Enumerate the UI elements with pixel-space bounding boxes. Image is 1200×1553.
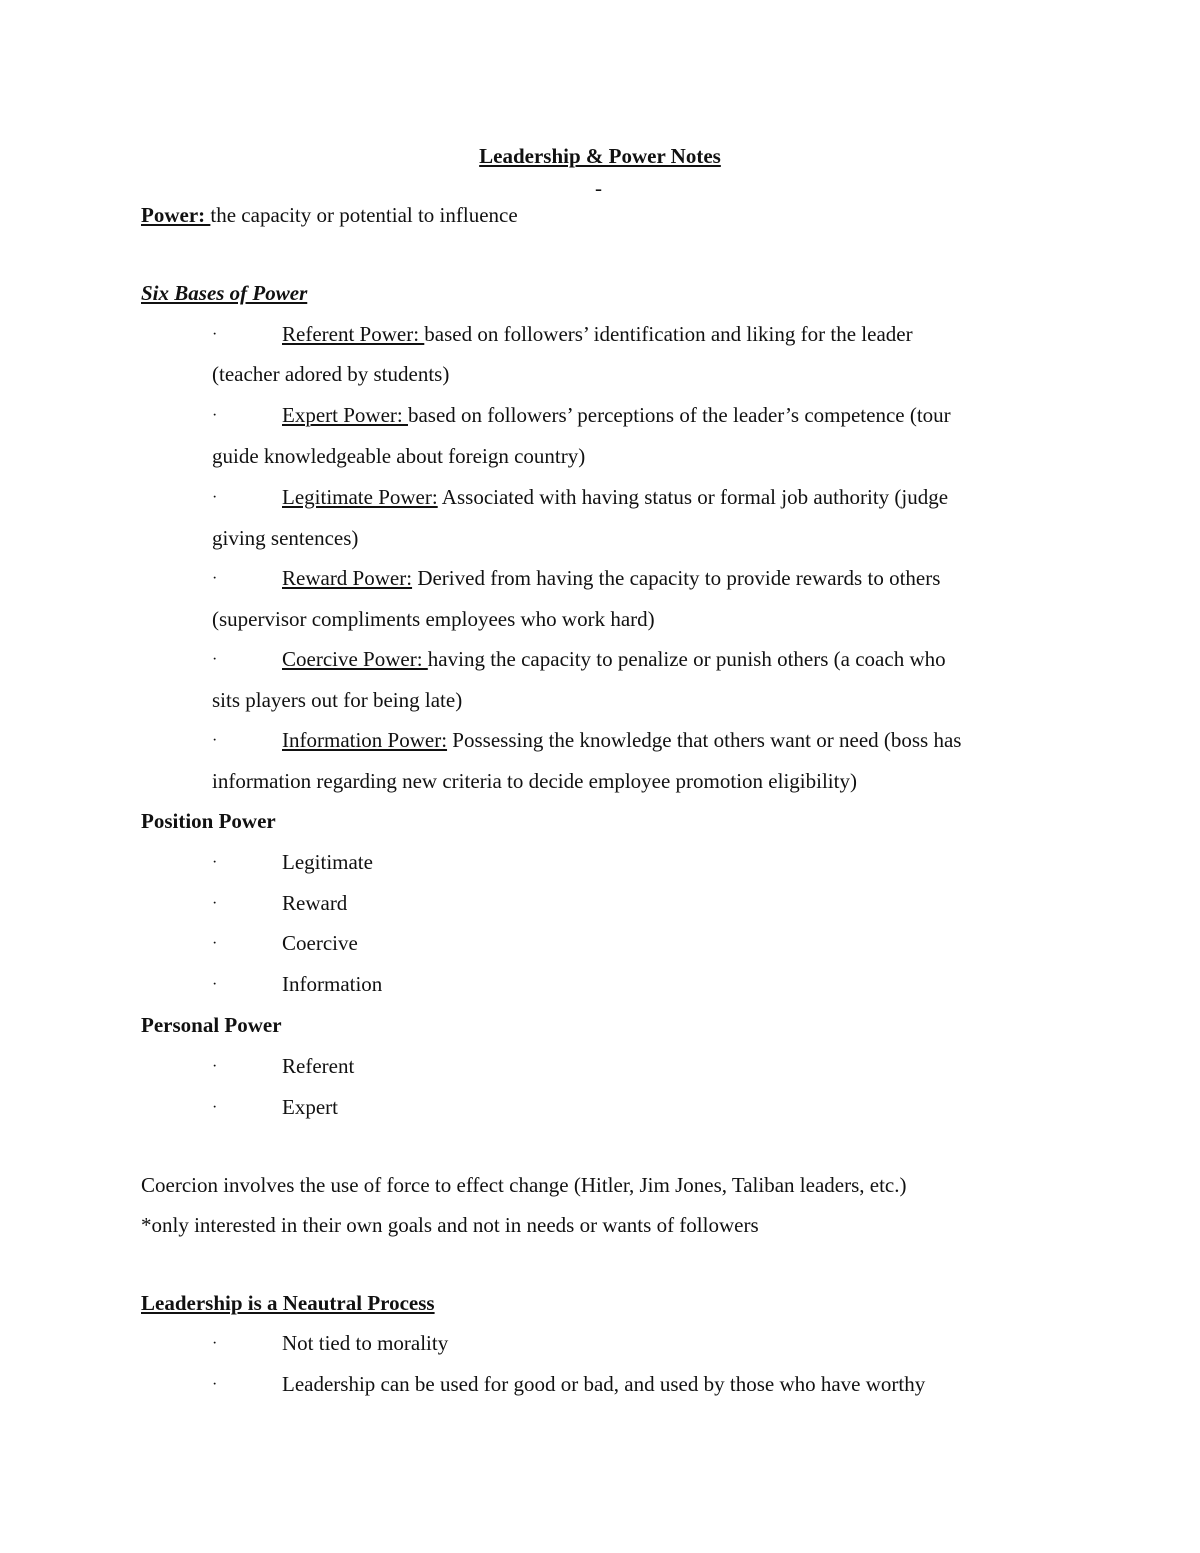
personal-power-heading: Personal Power bbox=[141, 1013, 282, 1037]
position-item-legitimate: Legitimate bbox=[282, 850, 373, 874]
bullet: · bbox=[212, 1058, 218, 1075]
position-item-coercive: Coercive bbox=[282, 931, 358, 955]
information-power-term: Information Power: bbox=[282, 728, 448, 752]
legitimate-power-continuation: giving sentences) bbox=[212, 526, 359, 550]
bullet: · bbox=[212, 489, 218, 506]
position-item-information: Information bbox=[282, 972, 383, 996]
coercive-power-continuation: sits players out for being late) bbox=[212, 688, 463, 712]
referent-power-text: based on followers’ identification and liking for the leader bbox=[424, 322, 913, 346]
legitimate-power-text: Associated with having status or formal job authority (judge bbox=[437, 485, 949, 509]
six-bases-heading: Six Bases of Power bbox=[141, 281, 308, 305]
legitimate-power-item bbox=[282, 487, 948, 508]
neutral-item-morality: Not tied to morality bbox=[282, 1331, 449, 1355]
personal-item-referent: Referent bbox=[282, 1054, 355, 1078]
reward-power-text: Derived from having the capacity to provide rewards to others bbox=[412, 566, 941, 590]
expert-power-text: based on followers’ perceptions of the leader’s competence (tour bbox=[407, 403, 951, 427]
coercion-line-2: *only interested in their own goals and not in needs or wants of followers bbox=[141, 1213, 759, 1237]
neutral-process-heading: Leadership is a Neautral Process bbox=[141, 1291, 435, 1315]
expert-power-continuation: guide knowledgeable about foreign country) bbox=[212, 444, 586, 468]
legitimate-power-term: Legitimate Power: bbox=[282, 485, 438, 509]
bullet: · bbox=[212, 570, 218, 587]
reward-power-term: Reward Power: bbox=[282, 566, 413, 590]
bullet: · bbox=[212, 1335, 218, 1352]
coercion-line-1: Coercion involves the use of force to effect change (Hitler, Jim Jones, Taliban leaders, etc.) bbox=[141, 1173, 907, 1197]
neutral-item-good-or-bad: Leadership can be used for good or bad, and used by those who have worthy bbox=[282, 1372, 926, 1396]
coercive-power-term: Coercive Power: bbox=[282, 647, 428, 671]
bullet: · bbox=[212, 651, 218, 668]
title-dash: - bbox=[595, 176, 602, 200]
coercive-power-item bbox=[282, 649, 946, 670]
document-title: Leadership & Power Notes bbox=[479, 144, 721, 168]
reward-power-item bbox=[282, 568, 940, 589]
expert-power-item bbox=[282, 405, 951, 426]
position-power-heading: Position Power bbox=[141, 809, 276, 833]
bullet: · bbox=[212, 407, 218, 424]
referent-power-term: Referent Power: bbox=[282, 322, 425, 346]
referent-power-item bbox=[282, 324, 913, 345]
information-power-item bbox=[282, 730, 961, 751]
power-definition bbox=[141, 205, 518, 226]
power-term: Power: bbox=[141, 203, 211, 227]
bullet: · bbox=[212, 326, 218, 343]
coercive-power-text: having the capacity to penalize or punish others (a coach who bbox=[427, 647, 946, 671]
referent-power-continuation: (teacher adored by students) bbox=[212, 362, 450, 386]
bullet: · bbox=[212, 854, 218, 871]
power-definition-text: the capacity or potential to influence bbox=[210, 203, 518, 227]
bullet: · bbox=[212, 1376, 218, 1393]
information-power-text: Possessing the knowledge that others want or need (boss has bbox=[447, 728, 962, 752]
expert-power-term: Expert Power: bbox=[282, 403, 408, 427]
personal-item-expert: Expert bbox=[282, 1095, 338, 1119]
bullet: · bbox=[212, 732, 218, 749]
information-power-continuation: information regarding new criteria to decide employee promotion eligibility) bbox=[212, 769, 857, 793]
position-item-reward: Reward bbox=[282, 891, 348, 915]
bullet: · bbox=[212, 976, 218, 993]
bullet: · bbox=[212, 1099, 218, 1116]
bullet: · bbox=[212, 935, 218, 952]
reward-power-continuation: (supervisor compliments employees who work hard) bbox=[212, 607, 655, 631]
bullet: · bbox=[212, 895, 218, 912]
